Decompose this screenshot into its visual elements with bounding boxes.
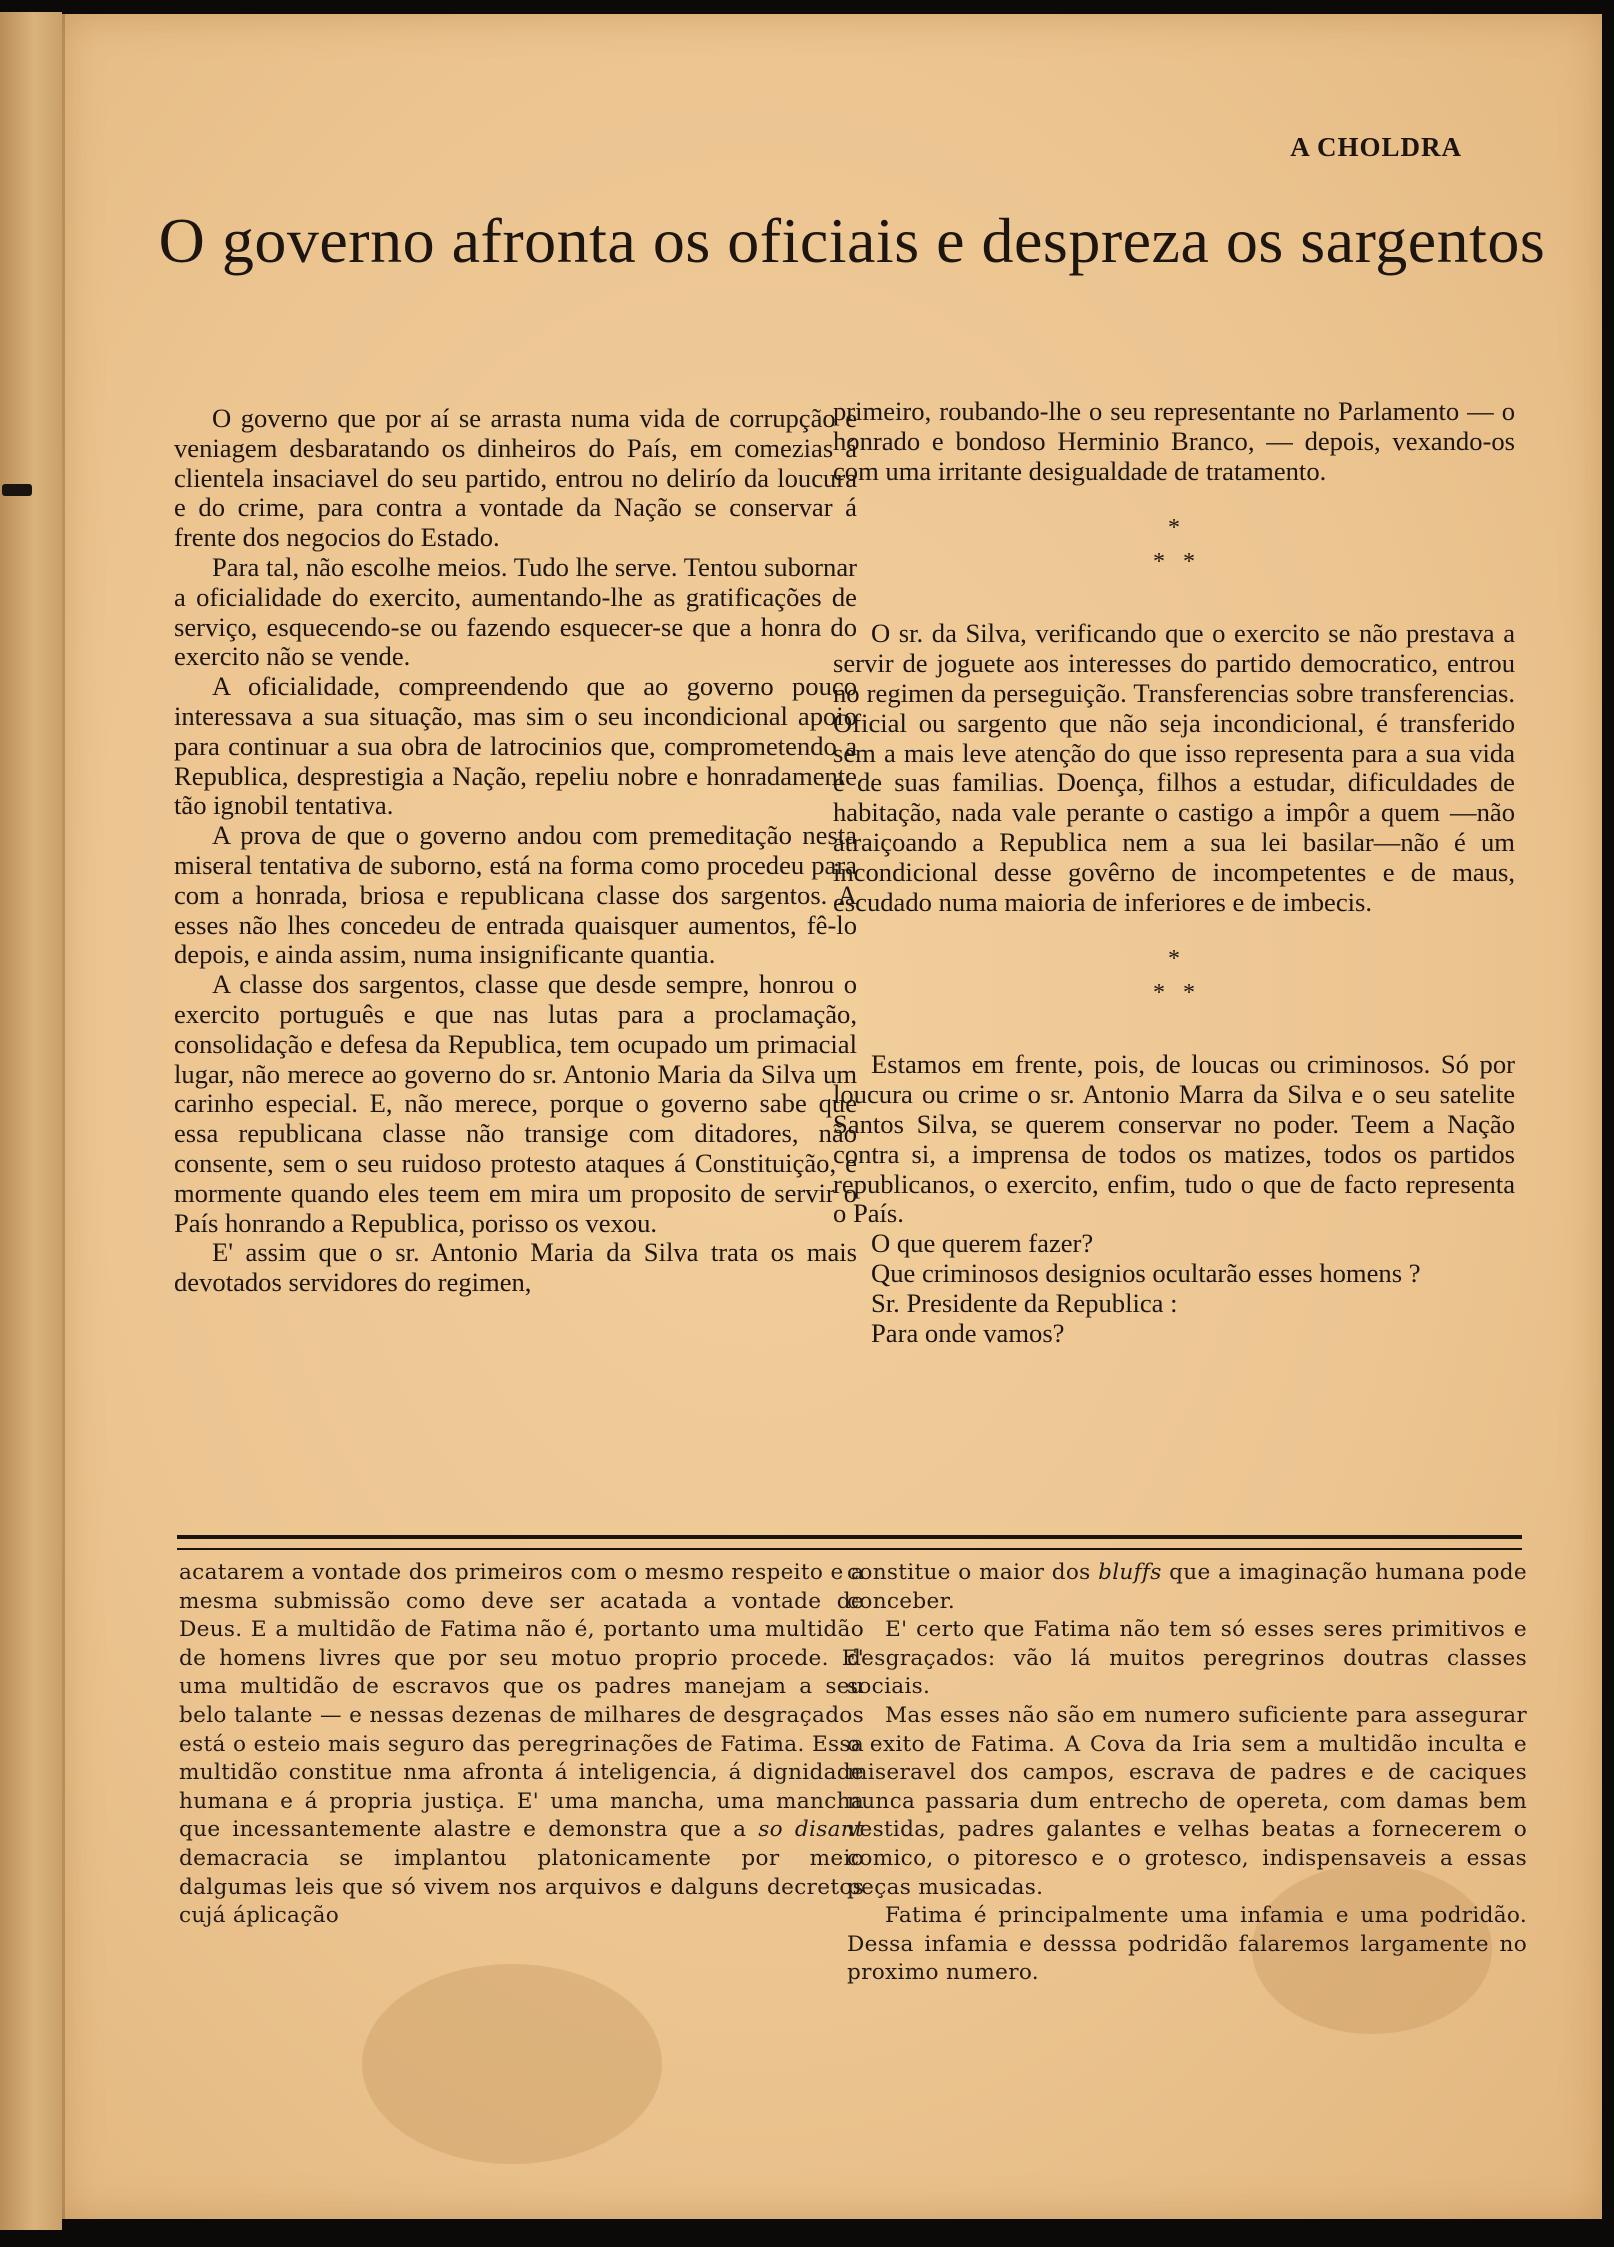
article-column-left <box>174 404 857 1298</box>
italic-text: so disant <box>758 1817 864 1843</box>
section-divider <box>177 1535 1522 1550</box>
publication-header: A CHOLDRA <box>1290 132 1462 162</box>
text-run: acatarem a vontade dos primeiros com o mesmo respeito e a mesma submissão como deve ser acatada a vontade de Deus. E a multidão de Fatima não é, portanto uma multidão de homens livres que por seu motuo proprio procede. E' uma multidão de escravos que os padres manejam a seu belo talante — e nessas dezenas de milhares de desgraçados está o esteio mais seguro das peregrinações de Fatima. Essa multidão constitue nma afronta á inteligencia, á dignidade humana e á propria justiça. E' uma mancha, uma mancha que incessantemente alastre e demonstra que a <box>179 1560 864 1843</box>
separator-asterism-top: * <box>1168 515 1180 542</box>
article-column-right <box>833 397 1515 1348</box>
paragraph: primeiro, roubando-lhe o seu representante no Parlamento — o honrado e bondoso Herminio Branco, — depois, vexando-os com uma irritante desigualdade de tratamento. <box>833 396 1515 486</box>
paragraph: Sr. Presidente da Republica : <box>871 1287 1178 1318</box>
paragraph: Para onde vamos? <box>871 1317 1065 1348</box>
paragraph: Mas esses não são em numero suficiente para assegurar o exito de Fatima. A Cova da Iria sem a multidão inculta e miseravel dos campos, escrava de padres e de caciques nunca passaria dum entrecho de opereta, com damas bem vestidas, padres galantes e velhas beatas a fornecerem o comico, o pitoresco e o grotesco, indispensaveis a essas peças musicadas. <box>847 1702 1527 1900</box>
scan-edge <box>0 12 62 2230</box>
italic-text: bluffs <box>1098 1560 1162 1585</box>
separator-asterism-bottom: * * <box>1153 549 1195 576</box>
paragraph: A oficialidade, compreendendo que ao governo pouco interessava a sua situação, mas sim o seu incondicional apoio para continuar a sua obra de latrocinios que, comprometendo a Republica, desprestigia a Nação, repeliu nobre e honradamente tão ignobil tentativa. <box>174 671 857 821</box>
paragraph: A classe dos sargentos, classe que desde sempre, honrou o exercito português e que nas lutas para a proclamação, consolidação e defesa da Republica, tem ocupado um primacial lugar, não merece ao governo do sr. Antonio Maria da Silva um carinho especial. E, não merece, porque o governo sabe que essa republicana classe não transige com ditadores, não consente, sem o seu ruidoso protesto ataques á Constituição, e mormente quando eles teem em mira um proposito de servir o País honrando a Republica, porisso os vexou. <box>174 969 857 1238</box>
paragraph: A prova de que o governo andou com premeditação nesta miseral tentativa de suborno, está na forma como procedeu para com a honrada, briosa e republicana classe dos sargentos. A esses não lhes concedeu de entrada quaisquer aumentos, fê-lo depois, e ainda assim, numa insignificante quantia. <box>174 820 857 970</box>
paragraph: Para tal, não escolhe meios. Tudo lhe serve. Tentou subornar a oficialidade do exercito, aumentando-lhe as gratificações de serviço, esquecendo-se ou fazendo esquecer-se que a honra do exercito não se vende. <box>174 551 857 672</box>
text-run: constitue o maior dos <box>847 1560 1099 1585</box>
paragraph: Que criminosos designios ocultarão esses homens ? <box>871 1257 1421 1288</box>
paragraph: E' assim que o sr. Antonio Maria da Silva trata os mais devotados servidores do regimen, <box>174 1237 857 1298</box>
paragraph: O sr. da Silva, verificando que o exercito se não prestava a servir de joguete aos interesses do partido democratico, entrou no regimen da perseguição. Transferencias sobre transferencias. Oficial ou sargento que não seja incondicional, é transferido sem a mais leve atenção do que isso representa para a sua vida e de suas familias. Doença, filhos a estudar, dificuldades de habitação, nada vale perante o castigo a impôr a quem —não atraiçoando a Republica nem a sua lei basilar—não é um incondicional desse govêrno de incompetentes e de maus, escudado numa maioria de inferiores e de imbecis. <box>833 618 1515 917</box>
text-run: demacracia se implantou platonicamente por meio dalgumas leis que só vivem nos arquivos e dalguns decretos cujá áplicação <box>179 1845 864 1929</box>
separator-asterism-bottom: * * <box>1153 980 1195 1007</box>
text-run: que a imaginação humana pode conceber. <box>847 1560 1528 1614</box>
article-headline: O governo afronta os oficiais e despreza os sargentos <box>158 205 1546 276</box>
paragraph: Estamos em frente, pois, de loucas ou criminosos. Só por loucura ou crime o sr. Antonio Marra da Silva e o seu satelite Santos Silva, se querem conservar no poder. Teem a Nação contra si, a imprensa de todos os matizes, todos os partidos republicanos, o exercito, enfim, tudo o que de facto representa o País. <box>833 1049 1515 1229</box>
continuation-column-left <box>179 1559 864 1931</box>
fold-line <box>62 14 65 2219</box>
newspaper-page <box>62 14 1602 2219</box>
separator-asterism-top: * <box>1168 946 1180 973</box>
paragraph: O governo que por aí se arrasta numa vida de corrupção e veniagem desbaratando os dinheiros do País, em comezias á clientela insaciavel do seu partido, entrou no delirío da loucura e do crime, para contra a vontade da Nação se conservar á frente dos negocios do Estado. <box>174 403 857 553</box>
binding-mark <box>2 484 32 496</box>
continuation-column-right <box>847 1559 1527 1988</box>
paper-stain <box>362 1964 662 2164</box>
paragraph <box>847 1559 1527 1616</box>
paragraph: Fatima é principalmente uma infamia e uma podridão. Dessa infamia e desssa podridão falaremos largamente no proximo numero. <box>847 1903 1527 1986</box>
paragraph: E' certo que Fatima não tem só esses seres primitivos e desgraçados: vão lá muitos peregrinos doutras classes sociais. <box>847 1617 1527 1700</box>
paragraph <box>179 1559 864 1931</box>
paragraph: O que querem fazer? <box>871 1228 1094 1259</box>
